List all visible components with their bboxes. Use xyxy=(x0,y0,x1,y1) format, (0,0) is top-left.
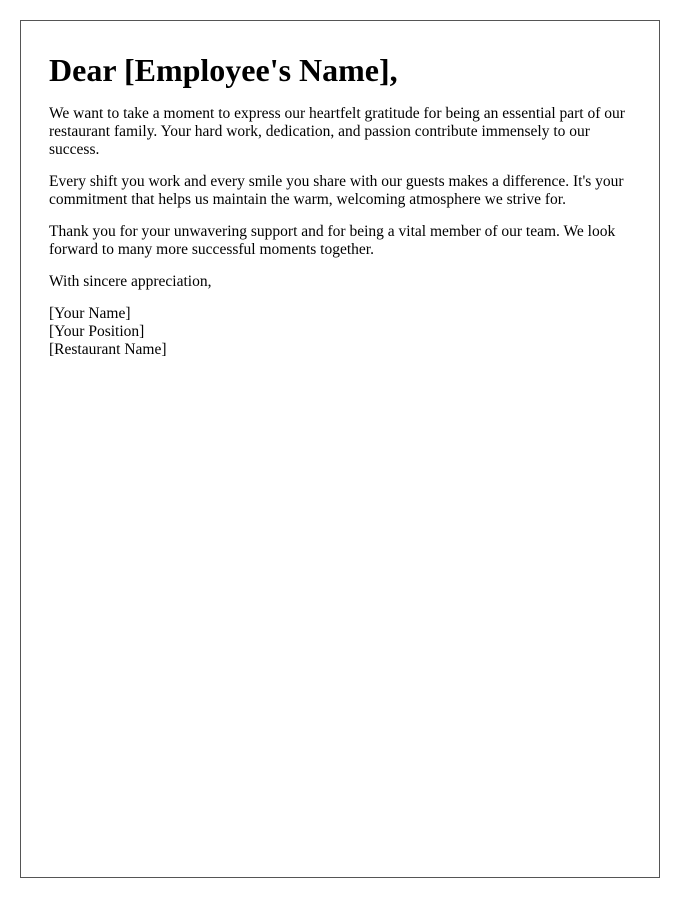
letter-greeting: Dear [Employee's Name], xyxy=(49,52,398,88)
letter-closing: With sincere appreciation, xyxy=(49,273,212,290)
letter-page xyxy=(20,20,660,878)
letter-paragraph-3: Thank you for your unwavering support and for being a vital member of our team. We look forward to many more successful moments together. xyxy=(49,223,616,258)
letter-body xyxy=(49,105,631,359)
signature-position: [Your Position] xyxy=(49,323,145,340)
signature-name: [Your Name] xyxy=(49,305,131,322)
signature-block xyxy=(49,305,631,359)
letter-paragraph-1: We want to take a moment to express our heartfelt gratitude for being an essential part of our restaurant family. Your hard work, dedication, and passion contribute immensely to our success. xyxy=(49,105,625,158)
signature-restaurant: [Restaurant Name] xyxy=(49,341,167,358)
letter-paragraph-2: Every shift you work and every smile you share with our guests makes a difference. It's your commitment that helps us maintain the warm, welcoming atmosphere we strive for. xyxy=(49,173,624,208)
